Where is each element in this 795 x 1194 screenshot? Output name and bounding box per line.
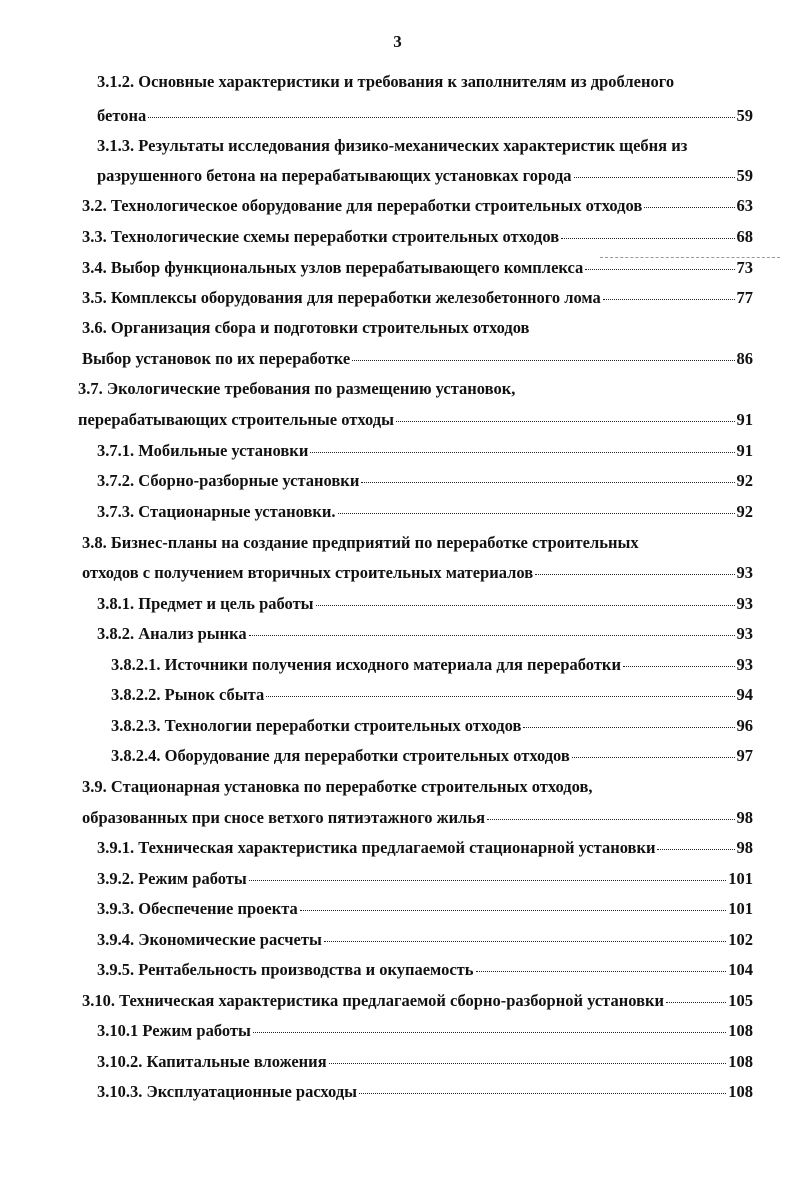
- toc-entry-title: 3.7.2. Сборно-разборные установки: [97, 471, 360, 490]
- toc-entry-title: 3.10. Техническая характеристика предлагаемой сборно-разборной установки: [82, 991, 665, 1010]
- toc-entry-title: 3.5. Комплексы оборудования для переработки железобетонного лома: [82, 288, 601, 307]
- toc-entry-title: 3.9.2. Режим работы: [97, 869, 247, 888]
- toc-entry-title: 3.9.3. Обеспечение проекта: [97, 899, 298, 918]
- leader-dots: [148, 117, 734, 118]
- toc-entry-line1: 3.1.3. Результаты исследования физико-механических характеристик щебня из: [97, 136, 688, 155]
- leader-dots: [396, 421, 735, 422]
- toc-entry-page: 92: [736, 471, 753, 490]
- toc-entry-title: 3.7.1. Мобильные установки: [97, 441, 309, 460]
- leader-dots: [623, 666, 735, 667]
- toc-entry-page: 73: [736, 258, 753, 277]
- toc-entry-page: 93: [736, 563, 753, 582]
- toc-entry: [82, 227, 753, 247]
- toc-entry-title: 3.4. Выбор функциональных узлов перерабатывающего комплекса: [82, 258, 584, 277]
- toc-entry-page: 92: [736, 502, 753, 521]
- toc-entry-title: 3.8.2.3. Технологии переработки строительных отходов: [111, 716, 522, 735]
- toc-entry-page: 101: [728, 869, 753, 888]
- toc-entry-page: 93: [736, 655, 753, 674]
- leader-dots: [603, 299, 735, 300]
- toc-entry: [97, 166, 753, 186]
- toc-entry-page: 86: [736, 349, 753, 368]
- leader-dots: [657, 849, 734, 850]
- toc-entry: [97, 838, 753, 858]
- toc-entry: [82, 991, 753, 1011]
- leader-dots: [666, 1002, 726, 1003]
- scan-artifact-line: [600, 257, 780, 258]
- toc-entry-title: 3.7.3. Стационарные установки.: [97, 502, 336, 521]
- toc-entry-title: 3.8.2.1. Источники получения исходного материала для переработки: [111, 655, 621, 674]
- leader-dots: [300, 910, 726, 911]
- toc-entry-title: отходов с получением вторичных строительных материалов: [82, 563, 534, 582]
- toc-entry: [97, 502, 753, 522]
- leader-dots: [359, 1093, 726, 1094]
- toc-entry-title: 3.9.4. Экономические расчеты: [97, 930, 322, 949]
- toc-entry: [97, 869, 753, 889]
- leader-dots: [253, 1032, 726, 1033]
- toc-entry: [97, 624, 753, 644]
- toc-entry: [97, 930, 753, 950]
- toc-entry-page: 97: [736, 746, 753, 765]
- toc-entry-page: 63: [736, 196, 753, 215]
- leader-dots: [561, 238, 734, 239]
- toc-entry-title: 3.2. Технологическое оборудование для переработки строительных отходов: [82, 196, 643, 215]
- leader-dots: [523, 727, 734, 728]
- toc-entry-page: 91: [736, 410, 753, 429]
- toc-entry-line1: 3.1.2. Основные характеристики и требования к заполнителям из дробленого: [97, 72, 675, 91]
- toc-entry: [111, 746, 753, 766]
- toc-entry: [97, 1082, 753, 1102]
- toc-entry-title: бетона: [97, 106, 147, 125]
- toc-entry-title: 3.8.2.2. Рынок сбыта: [111, 685, 265, 704]
- toc-entry-title: 3.8.1. Предмет и цель работы: [97, 594, 314, 613]
- toc-entry-title: 3.10.2. Капитальные вложения: [97, 1052, 327, 1071]
- toc-entry-page: 108: [728, 1021, 753, 1040]
- leader-dots: [476, 971, 727, 972]
- leader-dots: [572, 757, 735, 758]
- toc-entry-line1: 3.7. Экологические требования по размещению установок,: [78, 379, 516, 398]
- toc-entry-line1: 3.8. Бизнес-планы на создание предприятий по переработке строительных: [82, 533, 639, 552]
- toc-entry-title: разрушенного бетона на перерабатывающих установках города: [97, 166, 572, 185]
- toc-entry: [82, 196, 753, 216]
- toc-entry-title: образованных при сносе ветхого пятиэтажного жилья: [82, 808, 486, 827]
- leader-dots: [316, 605, 735, 606]
- toc-entry: [111, 716, 753, 736]
- toc-entry-page: 108: [728, 1052, 753, 1071]
- toc-entry: [82, 808, 753, 828]
- leader-dots: [324, 941, 726, 942]
- toc-entry-page: 105: [728, 991, 753, 1010]
- toc-entry-page: 102: [728, 930, 753, 949]
- leader-dots: [249, 635, 735, 636]
- toc-entry-page: 91: [736, 441, 753, 460]
- toc-entry: [82, 288, 753, 308]
- toc-entry: [97, 899, 753, 919]
- toc-entry-page: 96: [736, 716, 753, 735]
- leader-dots: [352, 360, 734, 361]
- leader-dots: [487, 819, 734, 820]
- toc-entry: [97, 1052, 753, 1072]
- toc-entry-page: 98: [736, 808, 753, 827]
- toc-entry-title: 3.9.5. Рентабельность производства и окупаемость: [97, 960, 474, 979]
- leader-dots: [574, 177, 735, 178]
- toc-entry: [97, 960, 753, 980]
- toc-entry-page: 93: [736, 624, 753, 643]
- toc-entry: [82, 349, 753, 369]
- toc-entry-page: 59: [736, 166, 753, 185]
- page-number: 3: [393, 32, 402, 51]
- toc-entry-page: 77: [736, 288, 753, 307]
- toc-entry-title: 3.8.2.4. Оборудование для переработки строительных отходов: [111, 746, 570, 765]
- leader-dots: [644, 207, 734, 208]
- toc-entry-title: 3.10.1 Режим работы: [97, 1021, 251, 1040]
- toc-entry-page: 68: [736, 227, 753, 246]
- toc-entry-page: 93: [736, 594, 753, 613]
- toc-entry: [97, 594, 753, 614]
- leader-dots: [585, 269, 734, 270]
- leader-dots: [361, 482, 734, 483]
- toc-entry-page: 101: [728, 899, 753, 918]
- toc-entry: [82, 258, 753, 278]
- toc-entry-page: 104: [728, 960, 753, 979]
- toc-entry-line1: 3.6. Организация сбора и подготовки строительных отходов: [82, 318, 530, 337]
- leader-dots: [310, 452, 734, 453]
- toc-entry-title: 3.10.3. Эксплуатационные расходы: [97, 1082, 358, 1101]
- toc-entry: [97, 1021, 753, 1041]
- toc-entry-page: 59: [736, 106, 753, 125]
- leader-dots: [329, 1063, 727, 1064]
- toc-entry: [78, 410, 753, 430]
- toc-entry: [97, 471, 753, 491]
- toc-entry-title: 3.3. Технологические схемы переработки строительных отходов: [82, 227, 560, 246]
- toc-entry: [97, 106, 753, 126]
- toc-entry-page: 98: [736, 838, 753, 857]
- toc-entry: [97, 441, 753, 461]
- toc-entry-title: перерабатывающих строительные отходы: [78, 410, 394, 429]
- toc-entry: [111, 685, 753, 705]
- toc-entry-title: 3.8.2. Анализ рынка: [97, 624, 247, 643]
- leader-dots: [338, 513, 735, 514]
- toc-entry: [111, 655, 753, 675]
- leader-dots: [249, 880, 727, 881]
- toc-entry-title: 3.9.1. Техническая характеристика предлагаемой стационарной установки: [97, 838, 656, 857]
- toc-entry-page: 94: [736, 685, 753, 704]
- toc-entry-page: 108: [728, 1082, 753, 1101]
- toc-entry-line1: 3.9. Стационарная установка по переработке строительных отходов,: [82, 777, 593, 796]
- leader-dots: [266, 696, 734, 697]
- toc-entry: [82, 563, 753, 583]
- toc-entry-title: Выбор установок по их переработке: [82, 349, 351, 368]
- leader-dots: [535, 574, 734, 575]
